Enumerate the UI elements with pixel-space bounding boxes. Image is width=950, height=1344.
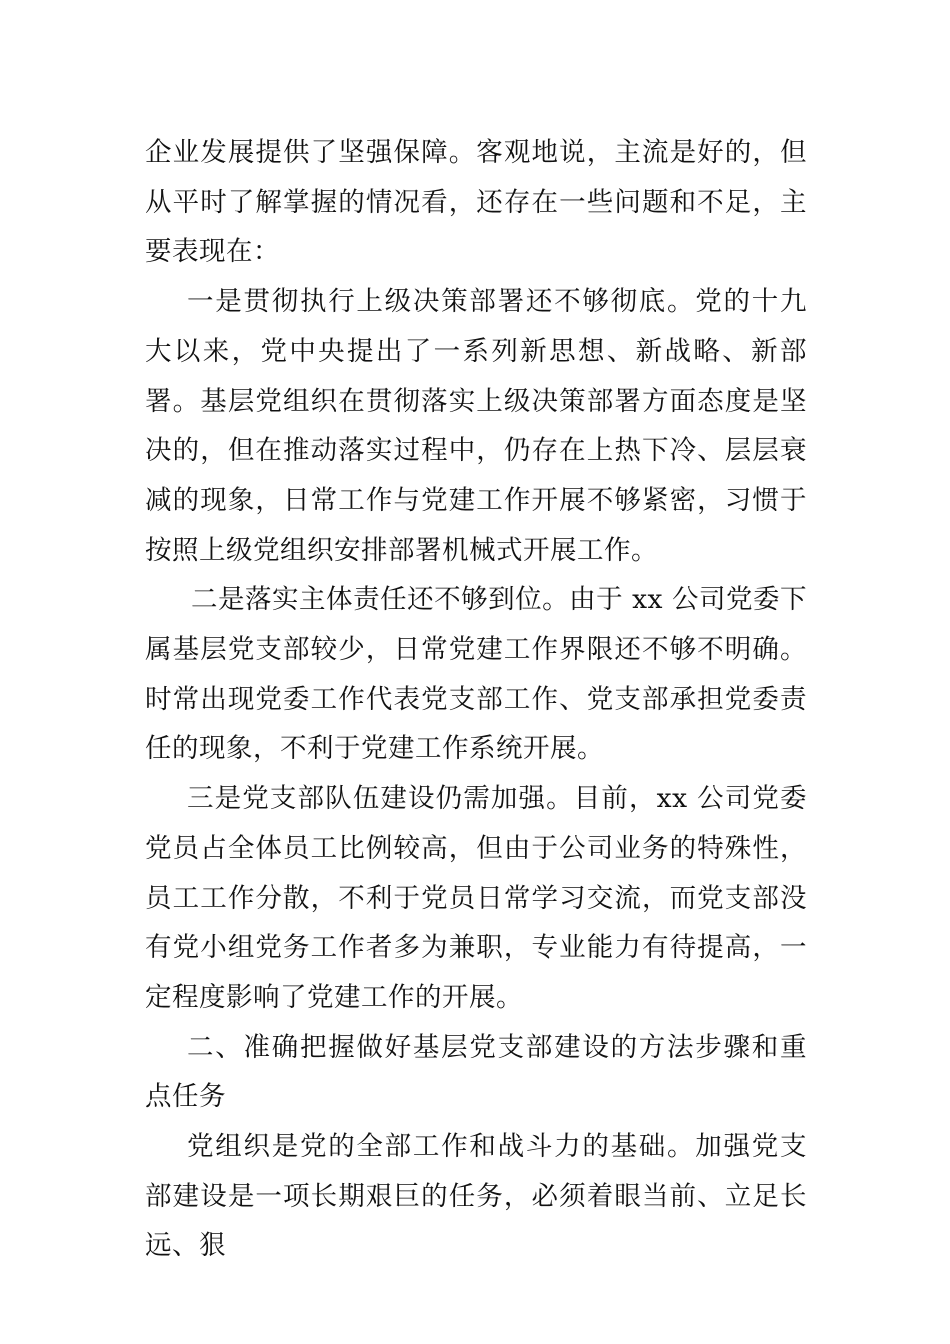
paragraph-intro-continuation: 企业发展提供了坚强保障。客观地说，主流是好的，但从平时了解掌握的情况看，还存在一些问题和不足，主要表现在：	[145, 137, 807, 268]
paragraph-section-two-intro: 党组织是党的全部工作和战斗力的基础。加强党支部建设是一项长期艰巨的任务，必须着眼当前、立足长远、狠	[145, 1131, 807, 1262]
section-heading-two: 二、准确把握做好基层党支部建设的方法步骤和重点任务	[145, 1031, 807, 1113]
paragraph-issue-two: 二是落实主体责任还不够到位。由于 xx 公司党委下属基层党支部较少，日常党建工作界限还不够不明确。时常出现党委工作代表党支部工作、党支部承担党委责任的现象，不利于党建工作系统开展。	[145, 584, 807, 765]
document-body	[145, 128, 807, 1271]
paragraph-issue-three: 三是党支部队伍建设仍需加强。目前，xx 公司党委党员占全体员工比例较高，但由于公司业务的特殊性，员工工作分散，不利于党员日常学习交流，而党支部没有党小组党务工作者多为兼职，专业能力有待提高，一定程度影响了党建工作的开展。	[145, 783, 807, 1013]
paragraph-issue-one: 一是贯彻执行上级决策部署还不够彻底。党的十九大以来，党中央提出了一系列新思想、新战略、新部署。基层党组织在贯彻落实上级决策部署方面态度是坚决的，但在推动落实过程中，仍存在上热下冷、层层衰减的现象，日常工作与党建工作开展不够紧密，习惯于按照上级党组织安排部署机械式开展工作。	[145, 286, 807, 566]
